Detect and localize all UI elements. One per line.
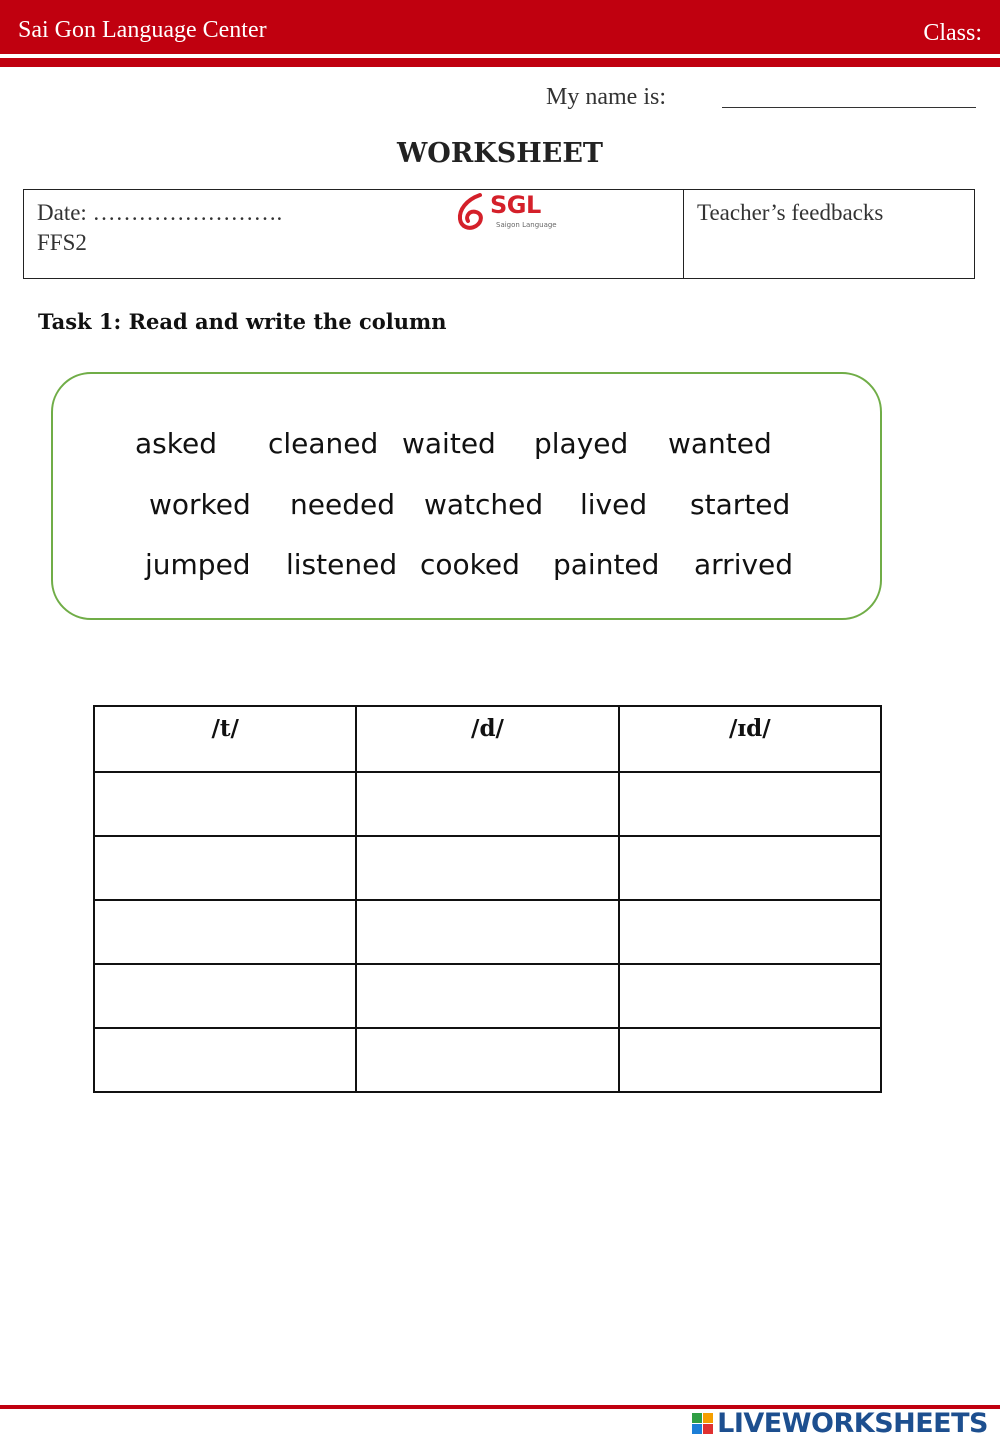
answer-cell[interactable] [619,836,881,900]
answer-cell[interactable] [619,964,881,1028]
answer-cell[interactable] [356,900,618,964]
answer-cell[interactable] [356,772,618,836]
task-title: Task 1: Read and write the column [38,309,447,334]
table-header-row [94,706,881,772]
word-item[interactable]: played [534,427,629,460]
word-item[interactable]: needed [290,488,395,521]
answer-cell[interactable] [94,1028,356,1092]
word-item[interactable]: painted [553,548,660,581]
word-item[interactable]: worked [149,488,251,521]
name-write-line[interactable] [722,107,976,108]
liveworksheets-icon [692,1413,713,1434]
word-bank-box [51,372,882,620]
logo-subtext: Saigon Language [496,221,557,229]
logo-text: SGL [490,191,541,219]
answer-cell[interactable] [619,772,881,836]
table-row [94,772,881,836]
answer-cell[interactable] [356,964,618,1028]
answer-cell[interactable] [356,1028,618,1092]
answer-cell[interactable] [94,964,356,1028]
class-code: FFS2 [37,230,87,255]
class-label: Class: [923,20,982,46]
column-header-t: /t/ [94,706,356,772]
answer-cell[interactable] [619,1028,881,1092]
header-divider [0,58,1000,67]
word-item[interactable]: asked [135,427,217,460]
answer-cell[interactable] [94,836,356,900]
answer-cell[interactable] [619,900,881,964]
name-label: My name is: [546,84,666,110]
word-item[interactable]: waited [402,427,496,460]
center-name: Sai Gon Language Center [18,17,267,43]
liveworksheets-logo[interactable] [692,1405,988,1441]
column-header-id: /ɪd/ [619,706,881,772]
liveworksheets-brand: LIVEWORKSHEETS [717,1407,988,1439]
answer-table [93,705,882,1093]
word-item[interactable]: started [690,488,791,521]
word-item[interactable]: watched [424,488,544,521]
word-item[interactable]: arrived [694,548,794,581]
table-row [94,964,881,1028]
feedback-label: Teacher’s feedbacks [697,200,884,225]
table-row [94,1028,881,1092]
answer-cell[interactable] [94,900,356,964]
column-header-d: /d/ [356,706,618,772]
table-row [94,836,881,900]
word-item[interactable]: cooked [420,548,520,581]
sgl-swirl-icon [456,192,490,232]
page-title: WORKSHEET [396,138,603,169]
answer-cell[interactable] [356,836,618,900]
date-field: Date: ……………………. [37,200,283,225]
word-item[interactable]: lived [580,488,648,521]
info-box [23,189,975,279]
word-item[interactable]: listened [286,548,398,581]
table-row [94,900,881,964]
sgl-logo [452,190,562,236]
answer-cell[interactable] [94,772,356,836]
info-divider [683,190,684,278]
word-item[interactable]: jumped [145,548,251,581]
word-item[interactable]: wanted [668,427,772,460]
word-item[interactable]: cleaned [268,427,379,460]
